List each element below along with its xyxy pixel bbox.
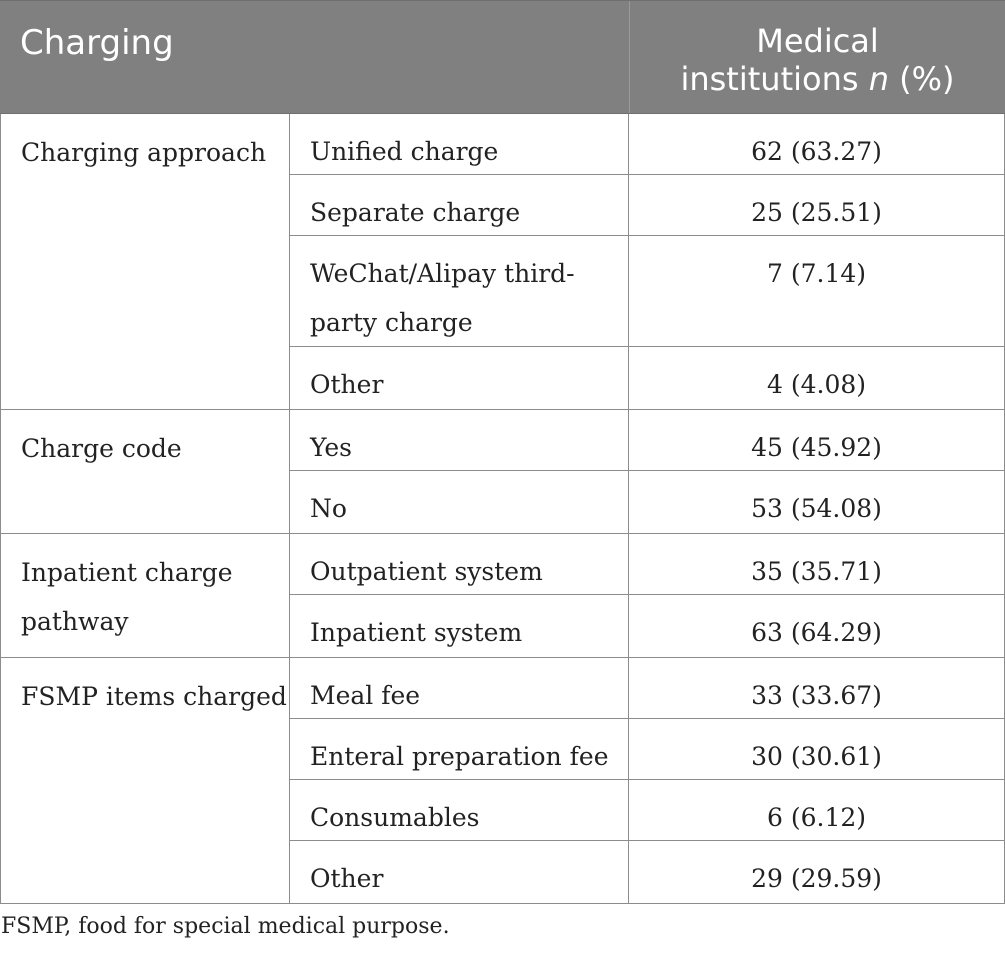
table-row <box>290 719 1005 780</box>
table-header <box>0 0 1005 114</box>
row-item <box>290 841 629 903</box>
row-item <box>290 410 629 470</box>
row-value: 33 (33.67) <box>629 658 1005 718</box>
table-row <box>290 595 1005 657</box>
header-right-line1: Medical <box>756 22 879 60</box>
row-item <box>290 471 629 533</box>
row-item <box>290 780 629 840</box>
row-item <box>290 719 629 779</box>
group-label <box>0 410 290 533</box>
row-item-text: Consumables <box>310 803 480 832</box>
table-row <box>290 534 1005 595</box>
header-right-n: n <box>868 60 889 98</box>
table-row <box>290 471 1005 533</box>
table-row <box>290 780 1005 841</box>
row-item-text: Other <box>310 864 384 893</box>
group-label <box>0 658 290 903</box>
group-charging-approach <box>0 114 1005 410</box>
row-item-text: Unified charge <box>310 137 499 166</box>
row-item-text: Other <box>310 370 384 399</box>
row-value: 7 (7.14) <box>629 236 1005 346</box>
table-footnote: FSMP, food for special medical purpose. <box>1 914 450 939</box>
row-item-text: WeChat/Alipay third- <box>310 259 575 288</box>
table-row <box>290 114 1005 175</box>
row-value: 63 (64.29) <box>629 595 1005 657</box>
row-item <box>290 595 629 657</box>
group-charge-code <box>0 410 1005 534</box>
row-item <box>290 175 629 235</box>
group-label <box>0 534 290 657</box>
row-item-text: Yes <box>310 433 352 462</box>
group-label-line: Charge code <box>21 434 182 463</box>
row-item-text: Separate charge <box>310 198 521 227</box>
header-right-line2 <box>630 60 1005 98</box>
header-charging: Charging <box>20 23 174 63</box>
row-item-text: Inpatient system <box>310 618 523 647</box>
table-row <box>290 347 1005 409</box>
group-label-line: Charging approach <box>21 138 267 167</box>
table-row <box>290 841 1005 903</box>
row-item <box>290 114 629 174</box>
header-right-prefix: institutions <box>680 60 869 98</box>
group-fsmp-items-charged <box>0 658 1005 904</box>
row-value: 4 (4.08) <box>629 347 1005 409</box>
table-row <box>290 175 1005 236</box>
row-item-text: Enteral preparation fee <box>310 742 609 771</box>
row-item-text: Meal fee <box>310 681 421 710</box>
row-item-text: Outpatient system <box>310 557 543 586</box>
row-value: 6 (6.12) <box>629 780 1005 840</box>
group-inpatient-charge-pathway <box>0 534 1005 658</box>
group-label <box>0 114 290 409</box>
table-row <box>290 236 1005 347</box>
row-value: 35 (35.71) <box>629 534 1005 594</box>
row-value: 62 (63.27) <box>629 114 1005 174</box>
row-value: 25 (25.51) <box>629 175 1005 235</box>
group-label-line: Inpatient charge <box>21 558 233 587</box>
row-item <box>290 347 629 409</box>
row-item-text: No <box>310 494 347 523</box>
row-value: 30 (30.61) <box>629 719 1005 779</box>
header-medical-institutions <box>630 22 1005 98</box>
row-value: 53 (54.08) <box>629 471 1005 533</box>
row-item <box>290 658 629 718</box>
row-value: 45 (45.92) <box>629 410 1005 470</box>
row-value: 29 (29.59) <box>629 841 1005 903</box>
row-item <box>290 236 629 346</box>
row-item-text: party charge <box>310 308 473 337</box>
group-label-line: FSMP items charged <box>21 682 287 711</box>
table-row <box>290 658 1005 719</box>
group-label-line: pathway <box>21 607 129 636</box>
row-item <box>290 534 629 594</box>
header-right-suffix: (%) <box>888 60 955 98</box>
table-row <box>290 410 1005 471</box>
